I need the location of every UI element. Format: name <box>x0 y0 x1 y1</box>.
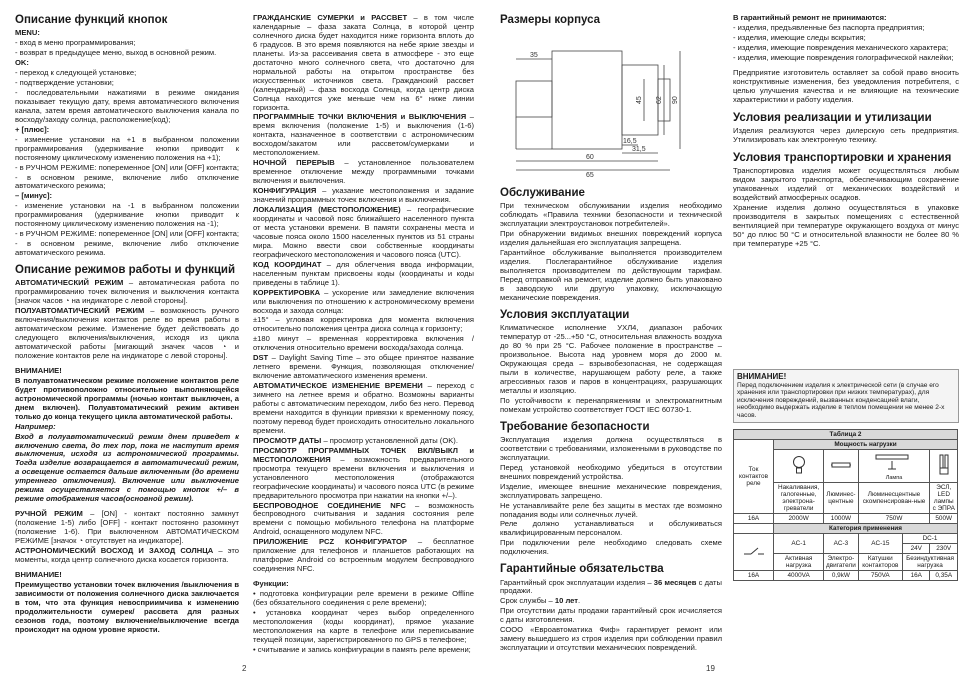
paragraph <box>15 59 239 68</box>
paragraph: При техническом обслуживании изделия необходимо соблюдать «Правила техники безопасности и технической эксплуатации электроустановок потребителей». <box>500 201 722 229</box>
paragraph <box>15 279 239 306</box>
term-text: - в основном режиме, включение либо отключение автоматического режима. <box>15 239 239 258</box>
paragraph <box>253 113 474 158</box>
paragraph: • считывание и запись конфигурации в память реле времени; <box>253 644 471 654</box>
term-label: НОЧНОЙ ПЕРЕРЫВ <box>253 158 335 168</box>
paragraph <box>253 447 474 501</box>
term-text: - последовательными нажатиями в режиме ожидания показывает текущую дату, время автоматического включения канала, затем время автоматического выключения канала по восходу/заходу солнца, расположение(код); <box>15 87 239 124</box>
housing-body <box>552 51 622 149</box>
category-name-motors: Электро-двигатели <box>824 554 858 571</box>
category-value-dc1-24: 16A <box>903 571 930 581</box>
term-text: – в том числе календарные – фаза заката Солнца, в которой центр солнечного диска будет находится ниже горизонта вплоть до 6 градусов. В это время появляются на небе яркие звезды и планеты. Из-за рассеивания света в атмосфере - это еще достаточно много солнечного света, что достаточно для нормальной работы на открытом пространстве без искусственных источников света. Гражданский рассвет (календарный) – фаза восхода Солнца, когда центр диска Солнца находится уже меньше чем на 6° ниже линии горизонта. <box>253 14 474 112</box>
incandescent-lamp-icon <box>774 449 824 482</box>
column-warranty-transport <box>733 14 959 666</box>
paragraph <box>253 354 474 381</box>
paragraph: - изделия, имеющие повреждения механического характера; <box>733 42 949 52</box>
table-caption: Таблица 2 <box>734 429 958 439</box>
paragraph: • подготовка конфигурации реле времени в режиме Offline (без обязательного соединения с реле времени); <box>253 589 474 608</box>
service-life-prefix: Срок службы – <box>500 596 555 606</box>
load-value-1: 2000W <box>774 513 824 523</box>
term-label: КОРРЕКТИРОВКА <box>253 287 321 297</box>
example-heading: Например: <box>15 421 56 431</box>
paragraph <box>15 164 239 173</box>
rating-cell: 16A <box>734 513 774 523</box>
paragraph <box>253 502 474 538</box>
term-label: ПРИЛОЖЕНИЕ PCZ КОНФИГУРАТОР <box>253 537 407 547</box>
paragraph <box>15 202 239 229</box>
category-name-coils: Катушки контакторов <box>858 554 902 571</box>
paragraph: При подключении реле необходимо следовать схеме подключения. <box>500 538 722 557</box>
paragraph <box>15 29 239 38</box>
column-service <box>500 14 722 666</box>
term-label: ЛОКАЛИЗАЦИЯ (МЕСТОПОЛОЖЕНИЕ) <box>253 205 401 215</box>
category-ac3: AC-3 <box>824 534 858 554</box>
paragraph: Реле должно устанавливаться и обслуживаться квалифицированным персоналом. <box>500 519 722 538</box>
term-text: – возможность беспроводного считывания и задания состояния реле времени с помощью мобильного телефона на платформе Android, оснащенного модулем NFC. <box>253 500 474 537</box>
category-value-ac1: 4000VA <box>774 571 824 581</box>
repair-note: Предприятие изготовитель оставляет за собой право вносить конструктивные изменения, без уведомления потребителя, с целью улучшения качества и не влияющие на технические характеристики и работу изделия. <box>733 67 959 104</box>
service-life-suffix: . <box>578 596 581 606</box>
notice-text: Перед подключением изделия к электрической сети (в случае его хранения или транспортировки при низких температурах), для исключения повреждений, вызванных конденсацией влаги, необходимо выдержать изделие в теплом помещении не менее 2-х часов. <box>737 381 945 419</box>
warranty-term-suffix: с даты продажи. <box>500 577 722 596</box>
term-text: ±180 минут – временная корректировка включения /отключения относительно времени восхода/захода солнца. <box>253 334 474 353</box>
paragraph: Климатическое исполнение УХЛ4, диапазон рабочих температур от -25...+50 °С, относительная влажность воздуха до 80 % при 25 °С. Рабочее положение в пространстве – произвольное. Высота над уровнем моря до 2000 м. Окружающая среда – взрывобезопасная, не содержащая пыли в количестве, нарушающем работу реле, а также агрессивных газов и паров в концентрациях, разрушающих металлы и изоляцию. <box>500 323 722 395</box>
term-text: ±15° – угловая корректировка для момента включения относительно положения центра диска солнца к горизонту; <box>253 315 474 334</box>
paragraph <box>15 136 239 163</box>
load-fluorescent: Люминес-центные <box>824 482 858 513</box>
definitions-list <box>253 14 474 574</box>
housing-drawing <box>504 29 709 179</box>
term-text: – установленное пользователем временное отключение между программными точками включения и выключения. <box>253 158 474 186</box>
term-text: - подтверждение установки; <box>15 77 114 87</box>
category-name-noninductive: Безиндуктивная нагрузка <box>903 554 958 571</box>
load-compensated: Люминесцентные скомпенсирован-ные <box>858 482 930 513</box>
term-text: – просмотр установленной даты (OK). <box>321 435 458 445</box>
astro-text: – это моменты, когда центр солнечного диска косается горизонта. <box>15 546 239 564</box>
term-label: БЕСПРОВОДНОЕ СОЕДИНЕНИЕ NFC <box>253 500 406 510</box>
page-number-right: 19 <box>706 664 715 673</box>
functions-list <box>253 590 474 655</box>
column-button-functions <box>15 14 239 666</box>
term-label: ПРОСМОТР ПРОГРАММНЫХ ТОЧЕК ВКЛ/ВЫКЛ и МЕСТОПОЛОЖЕНИЯ <box>253 445 474 464</box>
dc-voltage-24: 24V <box>903 544 930 554</box>
category-name-active: Активная нагрузка <box>774 554 824 571</box>
heading-transport: Условия транспортировки и хранения <box>733 151 952 164</box>
paragraph <box>253 538 474 574</box>
term-text: – возможность ручного включения/выключения контактов реле во время работы в автоматическом режиме. Изменение будет действовать до следующего включения/выключения, исходя из цикла автоматической работы [мигающий значек часов ◔ и положение контактов реле на индикаторе с левой стороны]. <box>15 306 239 360</box>
paragraph: По устойчивости к перенапряжениям и электромагнитным помехам устройство соответствует ГОСТ IEC 60730-1. <box>500 395 722 414</box>
term-label: + [плюс]: <box>15 124 50 134</box>
category-header: Категория применения <box>774 524 958 534</box>
warning-text: В полуавтоматическом режиме положение контактов реле будет противоположно относительно выполняющейся астрономической программы (ночью контакт выключен, а днем включен). Полуавтоматический режим активен только до конца текущего цикла автоматической работы. <box>15 375 239 421</box>
dim-65: 65 <box>586 172 594 180</box>
dim-31-5: 31,5 <box>632 146 646 154</box>
rating-cell-2: 16A <box>734 571 774 581</box>
warning2-heading: ВНИМАНИЕ! <box>15 569 62 579</box>
term-text: – ускорение или замедление включения или выключения по отношению к астрономическому времени восхода и захода солнца: <box>253 287 474 315</box>
load-power-header: Мощность нагрузки <box>774 439 958 449</box>
spec-table <box>733 429 958 582</box>
cfl-led-lamp-icon <box>930 449 958 482</box>
paragraph: Не устанавливайте реле без защиты в местах где возможно попадания воды или солнечных лучей. <box>500 500 722 519</box>
heading-buttons: Описание функций кнопок <box>15 14 168 26</box>
transport-list <box>733 167 959 249</box>
dim-45: 45 <box>636 96 643 105</box>
paragraph <box>253 14 474 112</box>
paragraph <box>253 206 474 260</box>
term-label: ПРОГРАММНЫЕ ТОЧКИ ВКЛЮЧЕНИЯ и ВЫКЛЮЧЕНИЯ <box>253 112 467 122</box>
heading-dimensions: Размеры корпуса <box>500 14 601 26</box>
category-blank <box>734 524 774 534</box>
paragraph: Хранение изделия должно осуществляться в упаковке производителя в закрытых помещениях с естественной вентиляцией при температуре окружающего воздуха от минус 50° до плюс 50 °С и относительной влажности не более 80 % при температуре +25 °С. <box>733 202 959 248</box>
warranty-note-date: При отсутствии даты продажи гарантийный срок исчисляется с даты изготовления. <box>500 606 722 625</box>
functions-heading: Функции: <box>253 579 289 589</box>
heading-service: Обслуживание <box>500 187 585 200</box>
manual-mode-label: РУЧНОЙ РЕЖИМ <box>15 509 83 519</box>
term-text: – Daylight Saving Time – это общее принятое название летнего времени. Функция, позволяющая отключение/включение автоматического изменения времени. <box>253 353 474 381</box>
category-value-ac15: 750VA <box>858 571 902 581</box>
heading-warranty: Гарантийные обязательства <box>500 563 664 576</box>
term-text: – возможность предварительного просмотра текущего времени включения и выключения и установленного местоположения (отображаются географические координаты) и часового пояса UTC (в режиме предварительного просмотра при нажатии на кнопки +/–). <box>253 454 474 500</box>
term-text: – автоматическая работа по программированию точек включения и выключения контакта [значок часов ◔ на индикаторе с левой стороны]. <box>15 278 239 306</box>
warranty-note-repair: СООО «Евроавтоматика Фиф» гарантирует ремонт или замену вышедшего из строя изделия при соблюдении правил эксплуатации и отсутствии механических повреждений. <box>500 625 722 653</box>
example-text: Вход в полуавтоматический режим днем приведет к включению света, до тех пор, пока не наступит время выключения, исходя из астрономической программы. Тогда изделие возвращается в автоматический режим, а освещение остается дальше включенным (до времени утреннего отключения). Включение или выключение режима осуществляется с помощью кнопок +/– в режиме отображения часов(основной режим). <box>15 431 239 504</box>
service-list <box>500 202 722 302</box>
paragraph <box>253 437 474 446</box>
paragraph: - изделия, имеющие повреждения голографической наклейки; <box>733 52 954 62</box>
paragraph: Эксплуатация изделия должна осуществляться в соответствии с требованиями, изложенными в руководстве по эксплуатации. <box>500 434 722 462</box>
paragraph: При обнаружении видимых внешних повреждений корпуса изделия дальнейшая его эксплуатация запрещена. <box>500 229 722 248</box>
term-text: – указание местоположения и задание значений программных точек включения и выключения. <box>253 186 474 205</box>
paragraph <box>253 187 474 205</box>
paragraph <box>253 382 474 436</box>
warranty-term-prefix: Гарантийный срок эксплуатации изделия – <box>500 577 654 587</box>
warning2-text: Преимущество установки точек включения /выключения в зависимости от положения солнечного диска заключается в том, что эта функция невосприимчива к изменению продолжительности сумерек/ рассвета для разных сезонов года, поэтому включение/выключение всегда происходит на одном уровне яркости. <box>15 579 239 634</box>
term-text: - в основном режиме, включение либо отключение автоматического режима; <box>15 172 239 191</box>
term-text: - переход к следующей установке; <box>15 68 137 78</box>
paragraph <box>15 39 239 48</box>
dim-60: 60 <box>586 154 594 162</box>
dim-90: 90 <box>672 96 679 105</box>
conditions-list <box>500 324 722 415</box>
buttons-list <box>15 29 239 258</box>
dim-35: 35 <box>530 52 538 60</box>
modes-list <box>15 279 239 361</box>
warranty-term-value: 36 месяцев <box>653 577 697 587</box>
astro-label: АСТРОНОМИЧЕСКИЙ ВОСХОД И ЗАХОД СОЛНЦА <box>15 546 214 555</box>
term-label: КОД КООРДИНАТ <box>253 259 322 269</box>
paragraph <box>15 240 239 258</box>
paragraph <box>15 192 239 201</box>
heading-conditions: Условия эксплуатации <box>500 308 630 321</box>
contact-current-header: Ток контактов реле <box>734 439 774 513</box>
safety-list <box>500 436 722 557</box>
load-value-3: 750W <box>858 513 930 523</box>
term-text: - изменение установки на -1 в выбранном положении программирования (удерживание кнопки приводит к постоянному циклическому изменению положения на -1); <box>15 201 239 229</box>
term-text: - изменение установки на +1 в выбранном положении программирования (удерживание кнопки приводит к постоянному циклическому изменению положения на +1); <box>15 134 239 162</box>
paragraph <box>15 79 239 88</box>
term-label: – [минус]: <box>15 191 53 201</box>
load-incandescent: Накаливания, галогенные, электрона-греватели <box>774 482 824 513</box>
term-text: - в РУЧНОМ РЕЖИМЕ: попеременное [ON] или [OFF] контакта; <box>15 229 239 239</box>
term-label: MENU: <box>15 28 40 38</box>
paragraph: - изделия, имеющие следы вскрытия; <box>733 32 866 42</box>
astro-paragraph <box>15 547 239 565</box>
service-life <box>500 597 722 606</box>
housing-dimensions-diagram <box>504 29 709 179</box>
term-text: - вход в меню программирования; <box>15 38 136 48</box>
term-text: - возврат в предыдущее меню, выход в основной режим. <box>15 48 217 58</box>
term-label: OK: <box>15 58 29 68</box>
dim-62: 62 <box>656 96 663 105</box>
category-value-dc1-230: 0,35A <box>930 571 958 581</box>
paragraph: - изделия, предъявленные без паспорта предприятия; <box>733 22 925 32</box>
category-dc1: DC-1 <box>903 534 958 544</box>
paragraph <box>15 230 239 239</box>
warranty-term <box>500 579 722 597</box>
category-ac1: AC-1 <box>774 534 824 554</box>
term-label: ПРОСМОТР ДАТЫ <box>253 435 322 445</box>
term-text: - в РУЧНОМ РЕЖИМЕ: попеременное [ON] или [OFF] контакта; <box>15 162 239 172</box>
repair-exclusions-list <box>733 24 959 63</box>
load-cfl-led: ЭСЛ, LED лампы с ЭПРА <box>930 482 958 513</box>
paragraph: Изделие, имеющее внешние механические повреждения, эксплуатировать запрещено. <box>500 481 722 500</box>
paragraph <box>15 49 239 58</box>
realization-text: Изделия реализуются через дилерскую сеть предприятия. Утилизировать как электронную технику. <box>733 125 959 144</box>
paragraph: Транспортировка изделия может осуществляться любым видом закрытого транспорта, обеспечивающим сохранение упакованных изделий от механических воздействий и воздействий атмосферных осадков. <box>733 165 959 202</box>
paragraph <box>253 159 474 186</box>
repair-heading: В гарантийный ремонт не принимаются: <box>733 14 887 22</box>
compensated-fluorescent-icon <box>858 449 930 482</box>
notice-heading: ВНИМАНИЕ! <box>737 371 787 381</box>
heading-safety: Требование безопасности <box>500 420 650 433</box>
page-number-left: 2 <box>242 664 247 673</box>
load-value-4: 500W <box>930 513 958 523</box>
term-text: – время включения (положение 1-5) и выключения (1-6) контакта, назначенное в соответствии с астрономическим восходом/закатом или рассветом/сумерками и местоположением. <box>253 112 474 158</box>
paragraph <box>15 89 239 125</box>
term-label: ПОЛУАВТОМАТИЧЕСКИЙ РЕЖИМ <box>15 306 145 316</box>
manual-mode-text: – [ON] - контакт постоянно замкнут (положение 1-5) либо [OFF] - контакт постоянно разомкнут (положение 1-6). При выключенном АВТОМАТИЧЕСКОМ РЕЖИМЕ [значок ◔ отсутствует на индикаторе]. <box>15 509 239 546</box>
term-text: – географические координаты и часовой пояс ближайшего населенного пункта от места установки времени. В памяти сохранены места и часовые пояса около 1500 населенных пунктов из 51 страны мира. Можно ввести свои собственные координаты географического местоположения и часового пояса (UTC). <box>253 205 474 259</box>
paragraph <box>15 307 239 361</box>
term-text: – переход с зимнего на летнее время и обратно. Возможны варианты работы с автоматическим переходом, либо без него. Перевод времени находится в функции привязки к временному поясу, поэтому перевод будет происходить относительно локального времени. <box>253 381 474 435</box>
term-text: – бесплатное приложение для телефонов и планшетов работающих на платформе Android со встроенным модулем беспроводного соединения NFC. <box>253 537 474 574</box>
category-value-ac3: 0,9kW <box>824 571 858 581</box>
contact-icon-cell <box>734 534 774 571</box>
paragraph: Перед установкой необходимо убедиться в отсутствии внешних повреждений устройства. <box>500 462 722 481</box>
paragraph <box>15 126 239 135</box>
term-label: АВТОМАТИЧЕСКИЙ РЕЖИМ <box>15 278 124 288</box>
load-value-2: 1000W <box>824 513 858 523</box>
dim-16-5: 16,5 <box>623 138 637 146</box>
warning-heading: ВНИМАНИЕ! <box>15 365 62 375</box>
paragraph <box>253 335 474 353</box>
term-label: DST <box>253 353 269 363</box>
term-label: КОНФИГУРАЦИЯ <box>253 186 317 196</box>
paragraph: Гарантийное обслуживание выполняется производителем изделия. Послегарантийное обслуживание изделия выполняется производителем по действующим тарифам. Перед отправкой на ремонт, изделие должно быть упаковано в заводскую или другую упаковку, исключающую механические повреждения. <box>500 248 722 302</box>
manual-mode-paragraph <box>15 510 239 546</box>
category-ac15: AC-15 <box>858 534 902 554</box>
paragraph <box>253 289 474 316</box>
term-label: АВТОМАТИЧЕСКОЕ ИЗМЕНЕНИЕ ВРЕМЕНИ <box>253 381 423 391</box>
paragraph <box>15 174 239 192</box>
paragraph <box>253 316 474 334</box>
term-label: ГРАЖДАНСКИЕ СУМЕРКИ и РАССВЕТ <box>253 14 408 22</box>
dc-voltage-230: 230V <box>930 544 958 554</box>
heading-realization: Условия реализации и утилизации <box>733 111 932 124</box>
paragraph: • установка координат через выбор определенного местоположения (коды координат), прямое указание местоположения на карте в телефоне или переписывание текущей позиции, зарегистрированного по GPS в телефоне; <box>253 608 474 644</box>
notice-box <box>733 369 959 423</box>
heading-modes: Описание режимов работы и функций <box>15 264 236 277</box>
paragraph <box>15 69 239 78</box>
service-life-value: 10 лет <box>554 596 579 606</box>
column-definitions <box>253 14 474 666</box>
fluorescent-tube-icon <box>824 449 858 482</box>
lamp-label: Лампа <box>885 474 903 481</box>
paragraph <box>253 261 474 288</box>
term-text: – для облегчения ввода информации, населенным пунктам присвоены коды (координаты и коды приведены в таблице 1). <box>253 259 474 287</box>
terminal-block-left <box>516 81 552 117</box>
